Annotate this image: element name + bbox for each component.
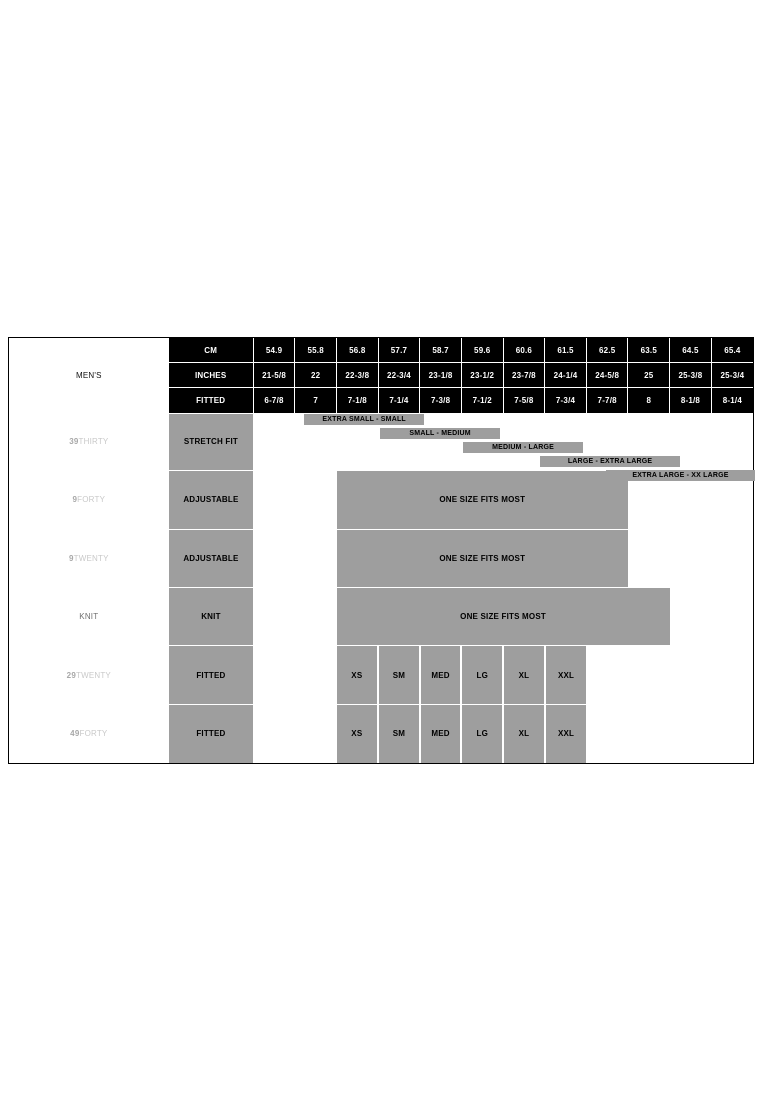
size-cell-xxl: XXL [545,646,587,704]
table-row [9,646,753,704]
fitted-value: 7-5/8 [503,388,545,413]
inches-value: 23-7/8 [503,363,545,388]
fit-type-adjustable: ADJUSTABLE [169,471,254,529]
table-row [9,529,753,587]
empty-cell [711,529,753,587]
cm-value: 57.7 [378,338,420,363]
table-row [9,704,753,763]
size-cell-med: MED [420,646,462,704]
empty-cell [670,588,712,646]
inches-value: 21-5/8 [253,363,295,388]
fitted-value: 7-3/8 [420,388,462,413]
fit-type-fitted: FITTED [169,646,254,704]
empty-cell [628,529,670,587]
fitted-value: 7-3/4 [545,388,587,413]
brand-logo-knit: KNIT [9,588,169,646]
empty-cell [253,471,295,529]
size-bar-m-l: MEDIUM - LARGE [463,442,583,453]
inches-value: 25-3/8 [670,363,712,388]
empty-cell [711,588,753,646]
cm-value: 58.7 [420,338,462,363]
logo-light-text: TWENTY [73,553,109,563]
logo-bold-text: 9 [69,553,74,563]
empty-cell [670,646,712,704]
fitted-value: 7-1/2 [461,388,503,413]
size-bar-l-xl: LARGE - EXTRA LARGE [540,456,680,467]
size-cell-xl: XL [503,646,545,704]
logo-bold-text: 29 [66,670,76,680]
size-cell-lg: LG [461,646,503,704]
empty-cell [628,646,670,704]
table-row [9,413,753,470]
header-label-fitted: FITTED [169,388,254,413]
empty-cell [295,646,337,704]
empty-cell [586,646,628,704]
inches-value: 25 [628,363,670,388]
page-title: MEN'S [9,338,169,413]
cm-value: 60.6 [503,338,545,363]
empty-cell [295,471,337,529]
stretch-fit-bars-area [253,413,753,479]
size-cell-sm: SM [378,646,420,704]
fitted-value: 7-7/8 [586,388,628,413]
empty-cell [670,704,712,763]
cm-value: 56.8 [337,338,379,363]
fit-type-stretch-fit: STRETCH FIT [169,413,254,470]
fit-type-fitted: FITTED [169,704,254,763]
empty-cell [711,646,753,704]
cm-value: 64.5 [670,338,712,363]
header-label-cm: CM [169,338,254,363]
fitted-value: 8-1/8 [670,388,712,413]
inches-value: 22-3/8 [337,363,379,388]
empty-cell [586,704,628,763]
empty-cell [295,704,337,763]
size-cell-lg: LG [461,704,503,763]
one-size-fits-most-span: ONE SIZE FITS MOST [337,529,628,587]
empty-cell [295,588,337,646]
logo-bold-text: 39 [69,437,79,447]
stretch-bars [253,414,753,479]
inches-value: 23-1/2 [461,363,503,388]
size-bar-xl-xxl: EXTRA LARGE - XX LARGE [606,470,756,481]
size-cell-med: MED [420,704,462,763]
header-label-inches: INCHES [169,363,254,388]
empty-cell [670,529,712,587]
fitted-value: 8-1/4 [711,388,753,413]
fitted-value: 7-1/8 [337,388,379,413]
empty-cell [253,588,295,646]
inches-value: 24-1/4 [545,363,587,388]
brand-logo-39thirty [9,413,169,470]
cm-value: 59.6 [461,338,503,363]
empty-cell [253,646,295,704]
size-cell-xxl: XXL [545,704,587,763]
fitted-value: 6-7/8 [253,388,295,413]
empty-cell [253,529,295,587]
fit-type-knit: KNIT [169,588,254,646]
size-chart-table [9,338,753,763]
cm-value: 54.9 [253,338,295,363]
size-cell-xs: XS [337,704,379,763]
cm-value: 61.5 [545,338,587,363]
inches-value: 22-3/4 [378,363,420,388]
inches-value: 22 [295,363,337,388]
empty-cell [295,529,337,587]
table-row [9,588,753,646]
inches-value: 24-5/8 [586,363,628,388]
cm-value: 65.4 [711,338,753,363]
size-bar-xs-s: EXTRA SMALL - SMALL [304,414,424,425]
cm-value: 55.8 [295,338,337,363]
fitted-value: 7-1/4 [378,388,420,413]
size-cell-xs: XS [337,646,379,704]
empty-cell [253,704,295,763]
logo-light-text: FORTY [79,729,108,739]
header-row-cm [9,338,753,363]
brand-logo-49forty [9,704,169,763]
inches-value: 23-1/8 [420,363,462,388]
brand-logo-9forty [9,471,169,529]
cm-value: 63.5 [628,338,670,363]
size-cell-sm: SM [378,704,420,763]
one-size-fits-most-span: ONE SIZE FITS MOST [337,588,670,646]
brand-logo-29twenty [9,646,169,704]
size-cell-xl: XL [503,704,545,763]
logo-light-text: TWENTY [75,670,111,680]
empty-cell [711,704,753,763]
logo-light-text: THIRTY [78,437,109,447]
empty-cell [628,704,670,763]
logo-bold-text: 9 [72,495,78,505]
fit-type-adjustable: ADJUSTABLE [169,529,254,587]
fitted-value: 8 [628,388,670,413]
cm-value: 62.5 [586,338,628,363]
brand-logo-9twenty [9,529,169,587]
fitted-value: 7 [295,388,337,413]
size-chart-container [8,337,754,764]
inches-value: 25-3/4 [711,363,753,388]
logo-light-text: FORTY [77,495,106,505]
size-bar-s-m: SMALL - MEDIUM [380,428,500,439]
one-size-fits-most-span: ONE SIZE FITS MOST [337,471,628,529]
logo-bold-text: 49 [70,729,80,739]
